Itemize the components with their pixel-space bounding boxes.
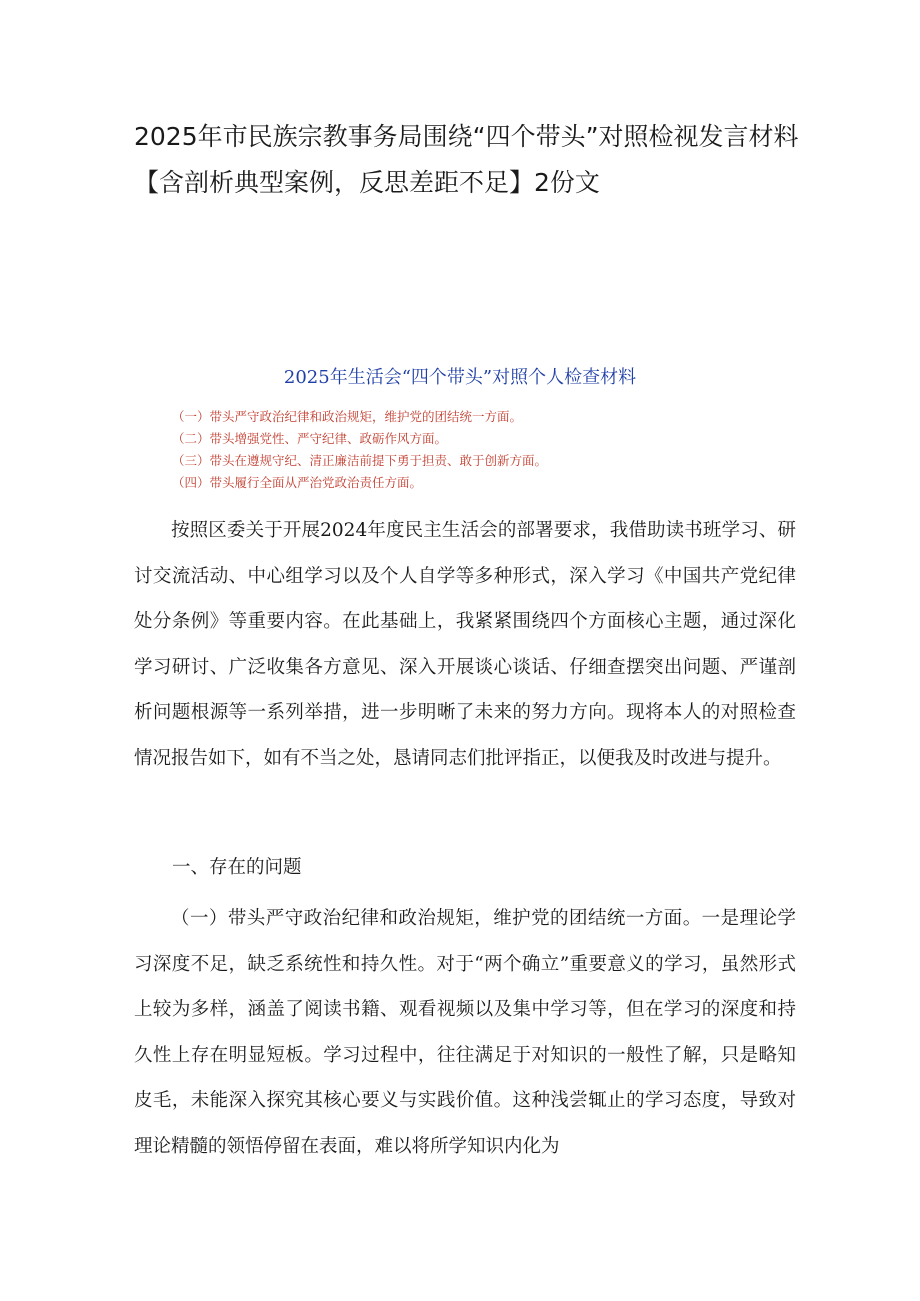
toc-item: （三）带头在遵规守纪、清正廉洁前提下勇于担责、敢于创新方面。	[172, 453, 548, 468]
document-subtitle: 2025年生活会“四个带头”对照个人检查材料	[283, 367, 637, 388]
section-paragraph: （一）带头严守政治纪律和政治规矩，维护党的团结统一方面。一是理论学习深度不足，缺乏系统性和持久性。对于“两个确立”重要意义的学习，虽然形式上较为多样，涵盖了阅读书籍、观看视频以及集中学习等，但在学习的深度和持久性上存在明显短板。学习过程中，往往满足于对知识的一般性了解，只是略知皮毛，未能深入探究其核心要义与实践价值。这种浅尝辄止的学习态度，导致对理论精髓的领悟停留在表面，难以将所学知识内化为	[134, 908, 796, 1157]
toc-list	[172, 406, 547, 494]
section-heading: 一、存在的问题	[172, 857, 302, 878]
intro-paragraph: 按照区委关于开展2024年度民主生活会的部署要求，我借助读书班学习、研讨交流活动、中心组学习以及个人自学等多种形式，深入学习《中国共产党纪律处分条例》等重要内容。在此基础上，我紧紧围绕四个方面核心主题，通过深化学习研讨、广泛收集各方意见、深入开展谈心谈话、仔细查摆突出问题、严谨剖析问题根源等一系列举措，进一步明晰了未来的努力方向。现将本人的对照检查情况报告如下，如有不当之处，恳请同志们批评指正，以便我及时改进与提升。	[134, 520, 796, 769]
toc-item: （一）带头严守政治纪律和政治规矩，维护党的团结统一方面。	[172, 409, 523, 424]
document-title: 2025年市民族宗教事务局围绕“四个带头”对照检视发言材料【含剖析典型案例，反思差距不足】2份文	[134, 122, 799, 197]
toc-item: （二）带头增强党性、严守纪律、政砺作风方面。	[172, 431, 448, 446]
toc-item: （四）带头履行全面从严治党政治责任方面。	[172, 475, 423, 490]
